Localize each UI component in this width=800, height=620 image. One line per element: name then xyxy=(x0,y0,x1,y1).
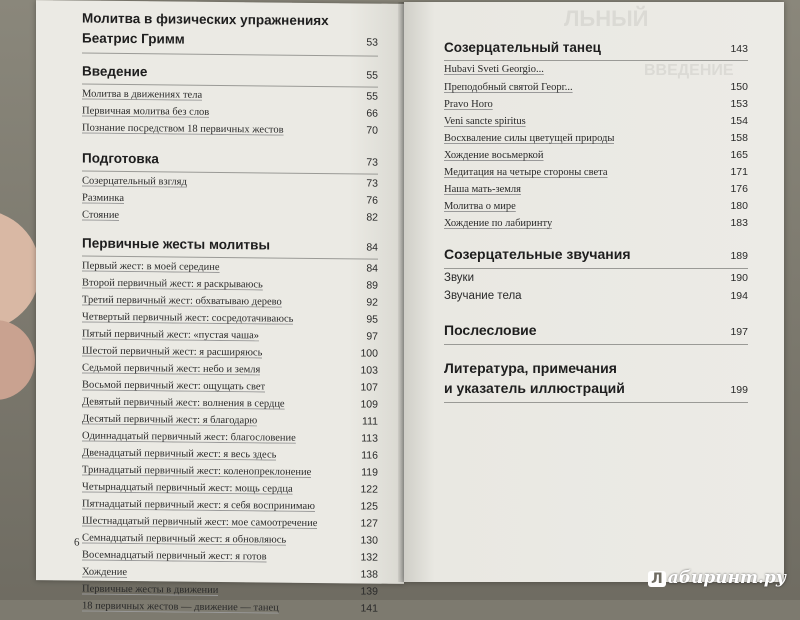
page-number: 132 xyxy=(360,551,378,564)
entry-title: Четвертый первичный жест: сосредотачиваюсь xyxy=(82,311,294,325)
entry-title: Восемнадцатый первичный жест: я готов xyxy=(82,549,267,563)
section-title: Введение xyxy=(82,63,148,80)
page-number: 107 xyxy=(360,381,378,394)
page-number: 190 xyxy=(730,272,748,284)
toc-entry xyxy=(444,290,748,308)
entry-title: Четырнадцатый первичный жест: мощь сердца xyxy=(82,481,293,495)
page-number: 122 xyxy=(360,483,378,496)
entry-title: 18 первичных жестов — движение — танец xyxy=(82,600,279,614)
page-number: 103 xyxy=(360,364,378,377)
section-title: Молитва в физических упражнениях xyxy=(82,10,329,29)
entry-title: Девятый первичный жест: волнения в сердце xyxy=(82,396,285,410)
section-heading xyxy=(82,31,378,54)
page-number: 95 xyxy=(366,313,378,326)
toc-entry xyxy=(82,600,378,620)
page-number: 89 xyxy=(366,279,378,292)
entry-title: Хождение восьмеркой xyxy=(444,150,544,161)
section-heading xyxy=(444,380,748,400)
page-number-footer: 6 xyxy=(74,536,80,549)
section-title: Подготовка xyxy=(82,150,159,167)
section-title: Созерцательный танец xyxy=(444,40,601,55)
page-number: 143 xyxy=(730,43,748,55)
watermark-logo-icon: Л xyxy=(648,571,666,587)
page-number: 176 xyxy=(730,183,748,195)
entry-title: Первичные жесты в движении xyxy=(82,583,219,596)
divider xyxy=(444,60,748,61)
toc-entry xyxy=(444,64,748,81)
entry-title: Третий первичный жест: обхватываю дерево xyxy=(82,294,282,308)
section-heading xyxy=(444,322,748,342)
page-number: 92 xyxy=(366,296,378,309)
page-number: 119 xyxy=(361,466,378,479)
page-number: 113 xyxy=(361,432,378,445)
divider xyxy=(444,402,748,403)
section-title: Литература, примечания xyxy=(444,360,617,376)
entry-title: Второй первичный жест: я раскрываюсь xyxy=(82,277,263,291)
section-title: Послесловие xyxy=(444,322,537,338)
section-title: Первичные жесты молитвы xyxy=(82,235,270,253)
page-number: 84 xyxy=(366,241,378,254)
toc-entry xyxy=(82,122,378,142)
section-heading xyxy=(444,360,748,380)
entry-title: Хождение xyxy=(82,566,128,579)
section-title: и указатель иллюстраций xyxy=(444,380,625,396)
section-heading xyxy=(82,151,378,172)
toc-entry xyxy=(444,200,748,217)
toc-entry xyxy=(444,217,748,234)
entry-title: Двенадцатый первичный жест: я весь здесь xyxy=(82,447,277,461)
entry-title: Звучание тела xyxy=(444,290,522,302)
entry-title: Созерцательный взгляд xyxy=(82,175,187,188)
entry-title: Пятый первичный жест: «пустая чаша» xyxy=(82,328,259,342)
toc-entry xyxy=(444,149,748,166)
watermark-text: абиринт.ру xyxy=(667,568,786,588)
toc-entry xyxy=(444,183,748,200)
page-number: 109 xyxy=(360,398,378,411)
entry-title: Молитва в движениях тела xyxy=(82,88,203,101)
entry-title: Разминка xyxy=(82,192,124,204)
page-number: 199 xyxy=(730,384,748,396)
page-number: 197 xyxy=(730,326,748,338)
page-number: 194 xyxy=(730,290,748,302)
author-name: Беатрис Гримм xyxy=(82,30,185,47)
page-number: 154 xyxy=(730,115,748,127)
right-page xyxy=(404,2,784,582)
entry-title: Hubavi Sveti Georgio... xyxy=(444,64,544,75)
page-number: 55 xyxy=(366,90,378,103)
show-through-text: ВВЕДЕНИЕ xyxy=(644,62,734,79)
page-number: 153 xyxy=(730,98,748,110)
entry-title: Восхваление силы цветущей природы xyxy=(444,133,615,144)
page-number: 111 xyxy=(362,415,378,428)
page-number: 139 xyxy=(360,585,378,598)
entry-title: Седьмой первичный жест: небо и земля xyxy=(82,362,261,376)
toc-entry xyxy=(444,81,748,98)
entry-title: Наша мать-земля xyxy=(444,184,521,195)
page-number: 165 xyxy=(730,149,748,161)
entry-title: Молитва о мире xyxy=(444,201,516,212)
page-number: 100 xyxy=(360,347,378,360)
page-number: 84 xyxy=(366,262,378,275)
page-number: 180 xyxy=(730,200,748,212)
entry-title: Познание посредством 18 первичных жестов xyxy=(82,122,284,136)
page-number: 116 xyxy=(361,449,378,462)
show-through-text: ЛЬНЫЙ xyxy=(564,6,649,31)
toc-entry xyxy=(444,115,748,132)
entry-title: Стояние xyxy=(82,209,120,221)
section-heading xyxy=(444,246,748,266)
entry-title: Одиннадцатый первичный жест: благословение xyxy=(82,430,296,444)
page-number: 125 xyxy=(360,500,378,513)
toc-entry xyxy=(444,166,748,183)
page-number: 73 xyxy=(366,177,378,190)
page-number: 189 xyxy=(730,250,748,262)
section-heading xyxy=(82,64,378,85)
entry-title: Шестнадцатый первичный жест: мое самоотречение xyxy=(82,515,318,530)
page-number: 171 xyxy=(730,166,748,178)
toc-entry xyxy=(444,272,748,290)
entry-title: Тринадцатый первичный жест: коленопреклонение xyxy=(82,464,312,478)
toc-entry xyxy=(82,209,378,229)
page-number: 53 xyxy=(366,36,378,49)
entry-title: Звуки xyxy=(444,272,475,284)
entry-title: Десятый первичный жест: я благодарю xyxy=(82,413,258,427)
toc-entry xyxy=(444,98,748,115)
section-title: Созерцательные звучания xyxy=(444,246,631,262)
divider xyxy=(444,344,748,345)
entry-title: Восьмой первичный жест: ощущать свет xyxy=(82,379,266,393)
divider xyxy=(444,268,748,269)
page-number: 158 xyxy=(730,132,748,144)
entry-title: Преподобный святой Георг... xyxy=(444,82,573,93)
page-number: 130 xyxy=(360,534,378,547)
entry-title: Первый жест: в моей середине xyxy=(82,260,220,273)
right-toc xyxy=(444,40,748,406)
entry-title: Шестой первичный жест: я расширяюсь xyxy=(82,345,263,359)
page-number: 70 xyxy=(366,124,378,137)
entry-title: Медитация на четыре стороны света xyxy=(444,167,608,178)
page-number: 55 xyxy=(366,69,378,82)
section-heading xyxy=(82,236,378,257)
entry-title: Первичная молитва без слов xyxy=(82,105,210,118)
page-number: 127 xyxy=(360,517,378,530)
entry-title: Pravo Horo xyxy=(444,99,493,110)
left-page xyxy=(36,0,404,615)
page-number: 183 xyxy=(730,217,748,229)
page-number: 138 xyxy=(360,568,378,581)
page-number: 66 xyxy=(366,107,378,120)
entry-title: Пятнадцатый первичный жест: я себя воспринимаю xyxy=(82,498,315,512)
page-number: 82 xyxy=(366,211,378,224)
entry-title: Хождение по лабиринту xyxy=(444,218,553,229)
page-number: 141 xyxy=(360,602,378,615)
labirint-watermark xyxy=(648,568,786,588)
entry-title: Семнадцатый первичный жест: я обновляюсь xyxy=(82,532,287,546)
page-number: 73 xyxy=(366,156,378,169)
entry-title: Veni sancte spiritus xyxy=(444,116,526,127)
page-number: 76 xyxy=(366,194,378,207)
page-number: 97 xyxy=(366,330,378,343)
left-toc xyxy=(82,11,378,620)
page-number: 150 xyxy=(730,81,748,93)
toc-entry xyxy=(444,132,748,149)
section-heading xyxy=(444,40,748,58)
